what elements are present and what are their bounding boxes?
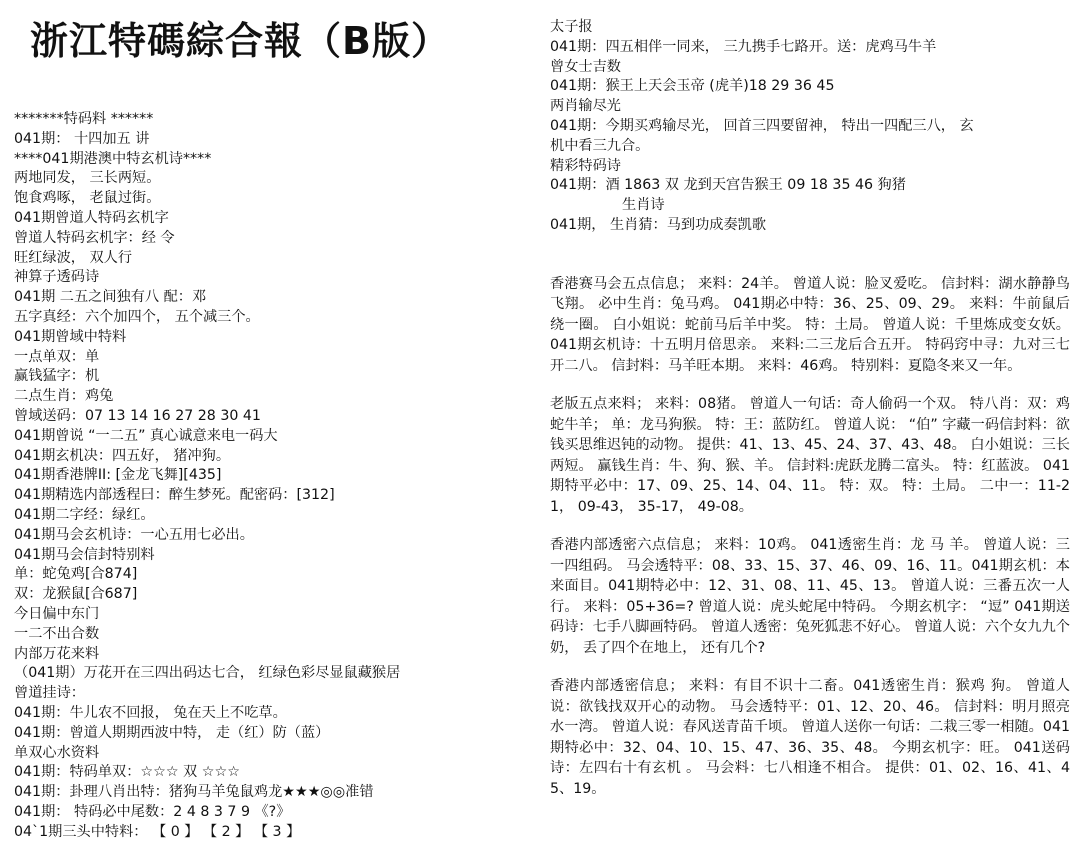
left-line: 041期： 特码必中尾数：2 4 8 3 7 9 《?》	[14, 803, 291, 820]
left-line: 041期： 十四加五 讲	[14, 130, 150, 147]
left-line: 二点生肖：鸡兔	[14, 388, 114, 405]
right-line: 生肖诗	[622, 197, 665, 214]
right-line: 机中看三九合。	[550, 137, 650, 154]
left-column	[14, 110, 534, 842]
left-line: 两地同发， 三长两短。	[14, 170, 161, 187]
left-line: 一二不出合数	[14, 625, 100, 642]
left-line: 041期精选内部透程曰：醉生梦死。配密码：[312]	[14, 487, 335, 504]
left-line: 五字真经：六个加四个， 五个减三个。	[14, 308, 260, 325]
left-line: 041期玄机决：四五好， 猪冲狗。	[14, 447, 231, 464]
left-line: （041期）万花开在三四出码达七合， 红绿色彩尽显鼠藏猴居	[14, 665, 401, 682]
left-line: 041期马会玄机诗：一心五用七必出。	[14, 526, 254, 543]
left-line: 041期曾说 “一二五” 真心诚意来电一码大	[14, 427, 278, 444]
left-line: 曾道挂诗：	[14, 685, 85, 702]
left-line: 一点单双：单	[14, 348, 100, 365]
left-line: 赢钱猛字：机	[14, 368, 100, 385]
left-line: 041期 二五之间独有八 配：邓	[14, 289, 207, 306]
left-line: ****041期港澳中特玄机诗****	[14, 150, 212, 167]
left-line: 单：蛇兔鸡[合874]	[14, 566, 138, 583]
left-line: 041期曾域中特料	[14, 328, 127, 345]
right-line: 041期：酒 1863 双 龙到天宫告猴王 09 18 35 46 狗猪	[550, 177, 906, 194]
left-line: 曾道人特码玄机字：经 令	[14, 229, 175, 246]
left-line: 041期曾道人特码玄机字	[14, 209, 169, 226]
right-line: 曾女士吉数	[550, 58, 621, 75]
paragraph-old-edition-five-points: 老版五点来料； 来料：08猪。 曾道人一句话：奇人偷码一个双。 特八肖：双：鸡蛇牛羊； 单：龙马狗猴。 特：王：蓝防红。 曾道人说： “伯” 字藏一码信封料：欲钱买思维迟钝的动物。 提供：41、13、45、24、37、43、48。 白小姐说：三长两短。 赢钱生肖：牛、狗、猴、羊。 信封料:虎跃龙腾二富头。 特：红蓝波。 041期特平必中：17、09、25、14、04、11。 特：双。 特：土局。 二中一：11-21， 09-43， 35-17， 49-08。	[550, 396, 1070, 515]
left-line: 041期：特码单双：☆☆☆ 双 ☆☆☆	[14, 764, 240, 781]
right-column	[550, 18, 1070, 799]
right-line: 太子报	[550, 19, 593, 35]
right-line: 041期：四五相伴一同来， 三九携手七路开。送：虎鸡马牛羊	[550, 38, 937, 55]
left-line: 旺红绿波， 双人行	[14, 249, 133, 266]
left-line: *******特码料 ******	[14, 111, 154, 127]
left-line: 曾域送码：07 13 14 16 27 28 30 41	[14, 407, 261, 424]
right-line: 041期， 生肖猜：马到功成奏凯歌	[550, 216, 767, 233]
paragraph-hk-racing-five-points: 香港赛马会五点信息； 来料：24羊。 曾道人说：脸叉爱吃。 信封料：湖水静静鸟飞翔。 必中生肖：兔马鸡。 041期必中特：36、25、09、29。 来料：牛前鼠后绕一圈。 白小姐说：蛇前马后羊中奖。 特：土局。 曾道人说：千里炼成变女妖。 041期玄机诗：十五明月倍思亲。 来料:二三龙后合五开。 特码窍中寻：九对三七开二八。 信封料：马羊旺本期。 来料：46鸡。 特别料：夏隐冬来又一年。	[550, 275, 1070, 374]
right-line: 两肖输尽光	[550, 98, 621, 115]
left-line: 04`1期三头中特料： 【 0 】 【 2 】 【 3 】	[14, 823, 301, 840]
left-line: 041期：曾道人期期西波中特， 走（红）防（蓝）	[14, 724, 330, 741]
right-line: 精彩特码诗	[550, 157, 621, 174]
left-line: 单双心水资料	[14, 744, 100, 761]
left-line: 今日偏中东门	[14, 605, 100, 622]
left-line: 内部万花来料	[14, 645, 100, 662]
right-line: 041期：今期买鸡输尽光， 回首三四要留神， 特出一四配三八， 玄	[550, 117, 974, 134]
left-line: 041期：牛儿农不回报， 兔在天上不吃草。	[14, 704, 287, 721]
left-line: 041期马会信封特别料	[14, 546, 155, 563]
left-line: 041期：卦理八肖出特：猪狗马羊兔鼠鸡龙★★★◎◎准错	[14, 784, 374, 801]
page-title: 浙江特碼綜合報（B版）	[30, 19, 450, 63]
right-line: 041期：猴王上天会玉帝 (虎羊)18 29 36 45	[550, 78, 835, 95]
left-line: 神算子透码诗	[14, 269, 100, 286]
left-line: 041期二字经：绿红。	[14, 506, 155, 523]
left-line: 饱食鸡啄， 老鼠过街。	[14, 190, 161, 207]
paragraph-hk-inside-six-points: 香港内部透密六点信息； 来料：10鸡。 041透密生肖：龙 马 羊。 曾道人说：三一四组码。 马会透特平：08、33、15、37、46、09、16、11。041期玄机：本来面目。041期特必中：12、31、08、11、45、13。 曾道人说：三番五次一人行。 来料：05+36=? 曾道人说：虎头蛇尾中特码。 今期玄机字： “逗” 041期送码诗：七手八脚画特码。 曾道人透密：兔死狐悲不好心。 曾道人说：六个女九九个奶， 丢了四个在地上， 还有几个?	[550, 537, 1070, 656]
left-line: 041期香港牌II: [金龙飞舞][435]	[14, 467, 222, 484]
left-line: 双：龙猴鼠[合687]	[14, 586, 138, 603]
paragraph-hk-inside-info: 香港内部透密信息； 来料：有目不识十二畜。041透密生肖：猴鸡 狗。 曾道人说：欲钱找双开心的动物。 马会透特平：01、12、20、46。 信封料：明月照亮水一湾。 曾道人说：春风送青苗千顷。 曾道人送你一句话：二栽三零一相随。041期特必中：32、04、10、15、47、36、35、48。 今期玄机字：旺。 041送码诗：左四右十有玄机 。 马会料：七八相逢不相合。 提供：01、02、16、41、45、19。	[550, 678, 1070, 797]
